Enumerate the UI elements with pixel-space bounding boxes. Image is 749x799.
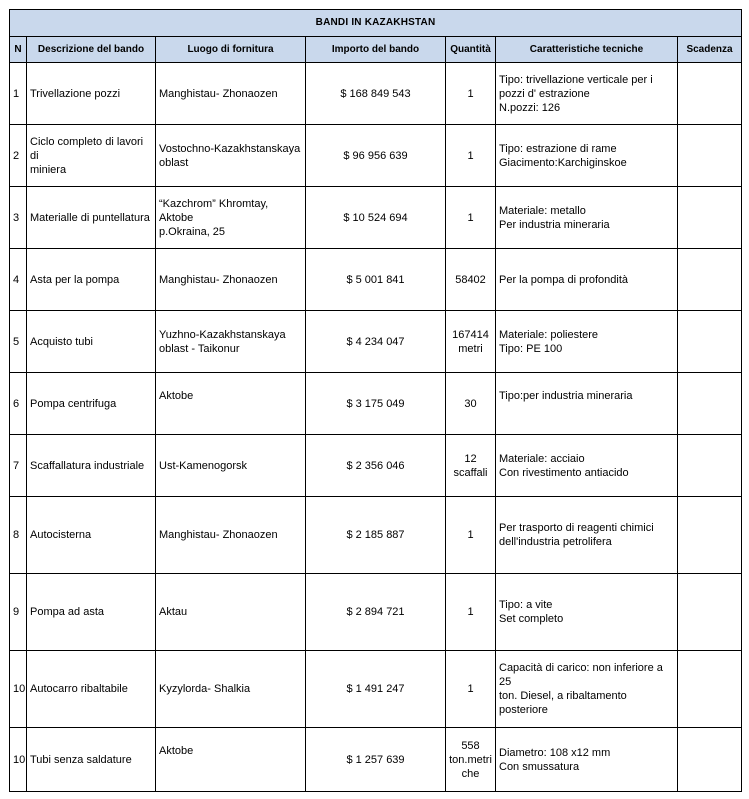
table-row [10, 728, 742, 792]
cell-importo: $ 4 234 047 [306, 311, 446, 373]
cell-caratteristiche: Materiale: acciaio Con rivestimento antiacido [496, 435, 678, 497]
tenders-sheet [9, 9, 742, 792]
cell-n: 1 [10, 63, 27, 125]
header-caratteristiche: Caratteristiche tecniche [496, 37, 678, 63]
cell-n: 5 [10, 311, 27, 373]
cell-luogo: Vostochno-Kazakhstanskaya oblast [156, 125, 306, 187]
cell-quantita: 1 [446, 651, 496, 728]
cell-quantita: 1 [446, 574, 496, 651]
cell-luogo: Manghistau- Zhonaozen [156, 249, 306, 311]
cell-quantita: 1 [446, 187, 496, 249]
header-importo: Importo del bando [306, 37, 446, 63]
cell-n: 7 [10, 435, 27, 497]
cell-descrizione: Pompa centrifuga [27, 373, 156, 435]
cell-quantita: 1 [446, 497, 496, 574]
cell-luogo: Manghistau- Zhonaozen [156, 497, 306, 574]
cell-quantita: 30 [446, 373, 496, 435]
header-quantita: Quantità [446, 37, 496, 63]
cell-n: 10 [10, 651, 27, 728]
cell-scadenza [678, 249, 742, 311]
header-descrizione: Descrizione del bando [27, 37, 156, 63]
table-row [10, 63, 742, 125]
table-row [10, 435, 742, 497]
cell-luogo: Aktau [156, 574, 306, 651]
cell-scadenza [678, 373, 742, 435]
cell-importo: $ 2 185 887 [306, 497, 446, 574]
cell-luogo: Ust-Kamenogorsk [156, 435, 306, 497]
cell-n: 8 [10, 497, 27, 574]
tenders-table [9, 9, 742, 792]
cell-scadenza [678, 311, 742, 373]
cell-descrizione: Asta per la pompa [27, 249, 156, 311]
cell-caratteristiche: Per la pompa di profondità [496, 249, 678, 311]
table-row [10, 497, 742, 574]
table-row [10, 249, 742, 311]
cell-scadenza [678, 497, 742, 574]
cell-quantita: 58402 [446, 249, 496, 311]
cell-quantita: 1 [446, 125, 496, 187]
cell-importo: $ 2 356 046 [306, 435, 446, 497]
cell-descrizione: Pompa ad asta [27, 574, 156, 651]
cell-quantita: 167414 metri [446, 311, 496, 373]
header-n: N [10, 37, 27, 63]
cell-caratteristiche: Tipo: a vite Set completo [496, 574, 678, 651]
cell-descrizione: Materialle di puntellatura [27, 187, 156, 249]
cell-scadenza [678, 728, 742, 792]
table-row [10, 373, 742, 435]
cell-descrizione: Acquisto tubi [27, 311, 156, 373]
cell-scadenza [678, 574, 742, 651]
cell-caratteristiche: Tipo:per industria mineraria [496, 373, 678, 435]
header-scadenza: Scadenza [678, 37, 742, 63]
cell-luogo: “Kazchrom” Khromtay, Aktobe p.Okraina, 25 [156, 187, 306, 249]
cell-importo: $ 2 894 721 [306, 574, 446, 651]
cell-n: 3 [10, 187, 27, 249]
cell-luogo: Aktobe [156, 373, 306, 435]
cell-luogo: Kyzylorda- Shalkia [156, 651, 306, 728]
cell-caratteristiche: Diametro: 108 x12 mm Con smussatura [496, 728, 678, 792]
cell-caratteristiche: Tipo: estrazione di rame Giacimento:Karchiginskoe [496, 125, 678, 187]
cell-caratteristiche: Tipo: trivellazione verticale per i pozzi d' estrazione N.pozzi: 126 [496, 63, 678, 125]
cell-luogo: Manghistau- Zhonaozen [156, 63, 306, 125]
header-row [10, 37, 742, 63]
cell-descrizione: Ciclo completo di lavori di miniera [27, 125, 156, 187]
cell-importo: $ 168 849 543 [306, 63, 446, 125]
cell-n: 10 [10, 728, 27, 792]
cell-descrizione: Autocarro ribaltabile [27, 651, 156, 728]
cell-caratteristiche: Materiale: metallo Per industria mineraria [496, 187, 678, 249]
cell-scadenza [678, 187, 742, 249]
table-row [10, 311, 742, 373]
cell-importo: $ 96 956 639 [306, 125, 446, 187]
cell-descrizione: Scaffallatura industriale [27, 435, 156, 497]
cell-scadenza [678, 651, 742, 728]
table-row [10, 187, 742, 249]
cell-importo: $ 1 257 639 [306, 728, 446, 792]
cell-importo: $ 5 001 841 [306, 249, 446, 311]
cell-luogo: Aktobe [156, 728, 306, 792]
table-row [10, 651, 742, 728]
cell-quantita: 12 scaffali [446, 435, 496, 497]
cell-quantita: 1 [446, 63, 496, 125]
cell-descrizione: Autocisterna [27, 497, 156, 574]
cell-n: 6 [10, 373, 27, 435]
header-luogo: Luogo di fornitura [156, 37, 306, 63]
cell-importo: $ 10 524 694 [306, 187, 446, 249]
cell-scadenza [678, 63, 742, 125]
cell-caratteristiche: Per trasporto di reagenti chimici dell'industria petrolifera [496, 497, 678, 574]
cell-descrizione: Tubi senza saldature [27, 728, 156, 792]
table-row [10, 125, 742, 187]
cell-n: 4 [10, 249, 27, 311]
table-title: BANDI IN KAZAKHSTAN [10, 10, 742, 37]
cell-quantita: 558 ton.metri che [446, 728, 496, 792]
cell-scadenza [678, 435, 742, 497]
cell-descrizione: Trivellazione pozzi [27, 63, 156, 125]
table-row [10, 574, 742, 651]
cell-importo: $ 3 175 049 [306, 373, 446, 435]
cell-caratteristiche: Capacità di carico: non inferiore a 25 ton. Diesel, a ribaltamento posteriore [496, 651, 678, 728]
cell-n: 9 [10, 574, 27, 651]
cell-scadenza [678, 125, 742, 187]
cell-n: 2 [10, 125, 27, 187]
cell-importo: $ 1 491 247 [306, 651, 446, 728]
cell-luogo: Yuzhno-Kazakhstanskaya oblast - Taikonur [156, 311, 306, 373]
cell-caratteristiche: Materiale: poliestere Tipo: PE 100 [496, 311, 678, 373]
